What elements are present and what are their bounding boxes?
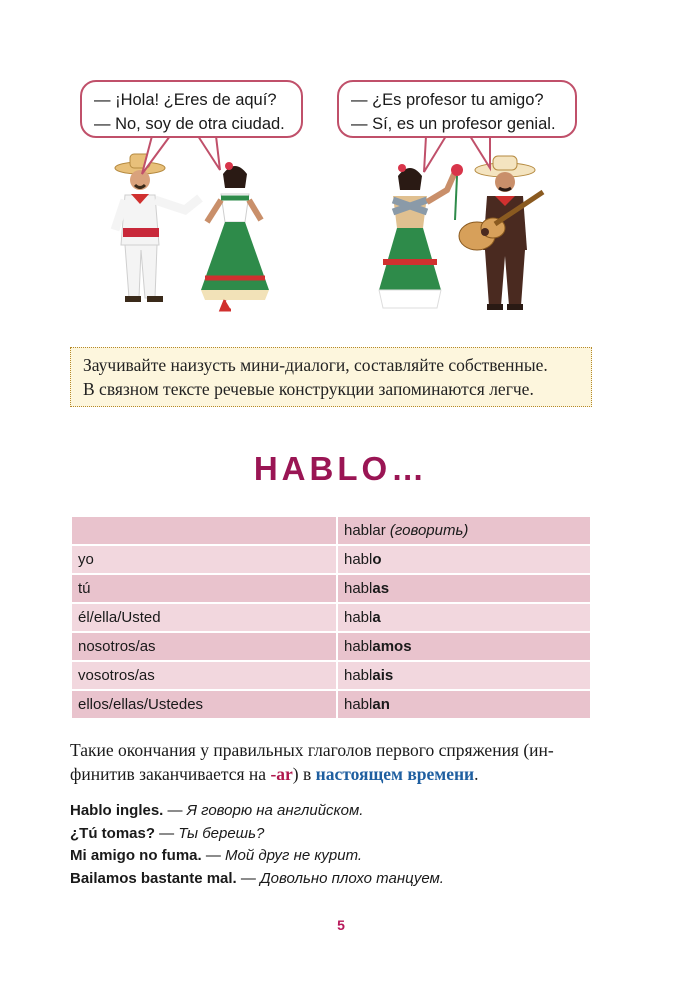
example-russian: Ты берешь?: [178, 824, 265, 842]
tip-line: В связном тексте речевые конструкции запоминаются легче.: [83, 379, 534, 399]
example-spanish: ¿Tú tomas?: [70, 824, 155, 842]
dialogue-line: — No, soy de otra ciudad.: [94, 115, 285, 133]
woman-with-flower-icon: [379, 164, 463, 308]
table-row: [71, 603, 591, 632]
verb-stem: habl: [344, 667, 373, 684]
pronoun-cell: tú: [71, 574, 337, 603]
verb-form-cell: [337, 574, 591, 603]
verb-stem: habl: [344, 696, 373, 713]
explanation-text: Такие окончания у правильных глаголов первого спряжения (ин-: [70, 740, 554, 760]
example-separator: —: [155, 824, 179, 842]
example-separator: —: [163, 802, 187, 819]
speech-bubble-right: [337, 80, 577, 138]
verb-ending: ais: [372, 667, 394, 684]
pronoun-cell: él/ella/Usted: [71, 603, 337, 632]
tense-name: настоящем времени: [315, 764, 475, 784]
table-row: [71, 574, 591, 603]
table-header-row: [71, 516, 591, 545]
example-row: [70, 868, 630, 891]
dialogue-line: — ¡Hola! ¿Eres de aquí?: [94, 91, 277, 109]
verb-ending: o: [372, 551, 382, 568]
explanation-paragraph: [70, 738, 610, 786]
table-row: [71, 545, 591, 574]
tip-line: Заучивайте наизусть мини-диалоги, составляйте собственные.: [83, 355, 548, 375]
table-header-empty: [71, 516, 337, 545]
explanation-text: .: [474, 764, 479, 784]
infinitive: hablar: [344, 522, 386, 539]
example-row: [70, 800, 630, 823]
dialogue-line: — Sí, es un profesor genial.: [351, 115, 556, 133]
example-separator: —: [236, 869, 261, 887]
example-spanish: Hablo ingles.: [70, 802, 164, 819]
pronoun-cell: ellos/ellas/Ustedes: [71, 690, 337, 719]
dialogue-line: — ¿Es profesor tu amigo?: [351, 91, 544, 109]
section-heading: HABLO…: [253, 450, 429, 487]
table-row: [71, 690, 591, 719]
verb-form-cell: [337, 690, 591, 719]
verb-form-cell: [337, 603, 591, 632]
example-russian: Довольно плохо танцуем.: [260, 869, 444, 887]
verb-form-cell: [337, 661, 591, 690]
verb-stem: habl: [344, 580, 373, 597]
verb-stem: habl: [344, 551, 373, 568]
speech-bubble-left: [80, 80, 303, 138]
table-row: [71, 632, 591, 661]
verb-ending: amos: [372, 638, 412, 655]
verb-stem: habl: [344, 609, 373, 626]
infinitive-translation: (говорить): [389, 522, 469, 539]
verb-ending: as: [372, 580, 390, 597]
table-header-verb: [337, 516, 591, 545]
explanation-text: ) в: [292, 764, 316, 784]
example-russian: Я говорю на английском.: [186, 802, 364, 819]
verb-ending: a: [372, 609, 381, 626]
example-separator: —: [201, 847, 226, 864]
pronoun-cell: yo: [71, 545, 337, 574]
page-number: 5: [337, 917, 345, 933]
verb-form-cell: [337, 545, 591, 574]
verb-form-cell: [337, 632, 591, 661]
pronoun-cell: nosotros/as: [71, 632, 337, 661]
verb-suffix: -ar: [270, 764, 293, 784]
woman-figure-icon: [201, 162, 269, 310]
example-spanish: Mi amigo no fuma.: [70, 847, 202, 864]
verb-ending: an: [372, 696, 390, 713]
examples-list: [70, 800, 630, 890]
table-row: [71, 661, 591, 690]
example-row: [70, 845, 630, 868]
explanation-text: финитив заканчивается на: [70, 764, 271, 784]
verb-stem: habl: [344, 638, 373, 655]
conjugation-table: [70, 515, 592, 720]
example-spanish: Bailamos bastante mal.: [70, 869, 237, 887]
tip-box: [70, 347, 592, 407]
pronoun-cell: vosotros/as: [71, 661, 337, 690]
example-russian: Мой друг не курит.: [225, 847, 363, 864]
example-row: [70, 823, 630, 846]
